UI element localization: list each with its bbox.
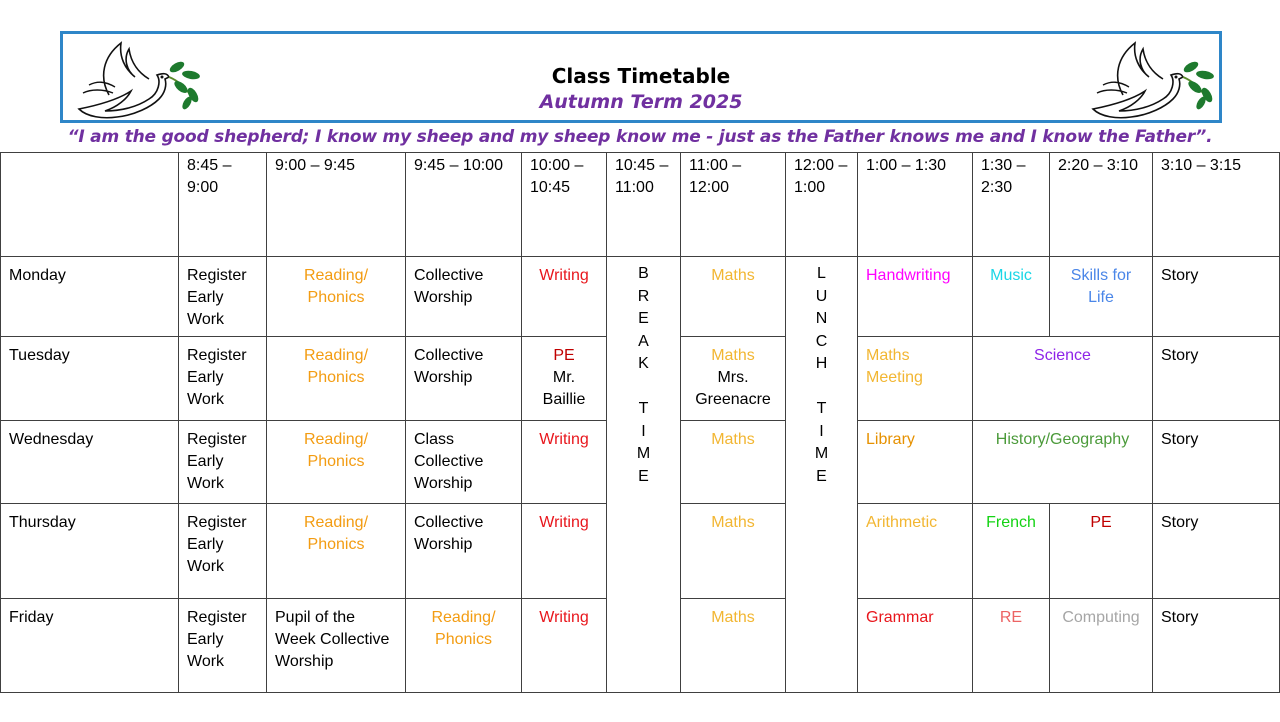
lesson-line: Reading/ (303, 347, 369, 364)
day-row-monday (1, 257, 1280, 337)
lesson-maths (681, 337, 786, 421)
lesson-french: French (973, 504, 1050, 599)
lesson-line: Work (187, 653, 225, 670)
day-label: Tuesday (1, 337, 179, 421)
vertical-letter: E (638, 310, 649, 327)
lesson-story: Story (1153, 599, 1280, 693)
lesson-register (179, 504, 267, 599)
lesson-line: Skills for (1070, 267, 1132, 284)
lesson-reading-phonics (267, 257, 406, 337)
time-slot: 12:00 – 1:00 (786, 153, 858, 257)
lesson-line: Register (187, 347, 247, 364)
lesson-writing: Writing (522, 257, 607, 337)
vertical-letter: K (638, 355, 649, 372)
lesson-maths-meeting (858, 337, 973, 421)
lesson-library: Library (858, 421, 973, 504)
lesson-line: Phonics (307, 289, 365, 306)
lesson-grammar: Grammar (858, 599, 973, 693)
lesson-story: Story (1153, 421, 1280, 504)
lesson-arithmetic: Arithmetic (858, 504, 973, 599)
lesson-maths: Maths (681, 504, 786, 599)
time-slot: 10:45 – 11:00 (607, 153, 681, 257)
lesson-handwriting: Handwriting (858, 257, 973, 337)
lesson-line: Reading/ (303, 514, 369, 531)
lesson-line: Maths (866, 347, 910, 364)
lesson-line: Phonics (307, 453, 365, 470)
lesson-line: Worship (414, 475, 473, 492)
lesson-register (179, 599, 267, 693)
day-label: Monday (1, 257, 179, 337)
lesson-line: Collective (414, 267, 484, 284)
lesson-worship (406, 257, 522, 337)
lesson-line: Life (1088, 289, 1114, 306)
vertical-letter: I (641, 422, 646, 440)
lesson-history-geography: History/Geography (973, 421, 1153, 504)
time-slot: 9:00 – 9:45 (267, 153, 406, 257)
time-slot: 8:45 – 9:00 (179, 153, 267, 257)
lesson-worship (406, 337, 522, 421)
timetable (0, 152, 1280, 693)
vertical-letter: T (638, 400, 649, 417)
vertical-letter: R (637, 287, 650, 305)
lesson-line: Early (187, 289, 224, 306)
teacher-name: Baillie (542, 391, 586, 408)
vertical-letter: B (638, 265, 649, 282)
time-slot: 9:45 – 10:00 (406, 153, 522, 257)
lesson-writing: Writing (522, 421, 607, 504)
lesson-line: Collective (414, 453, 484, 470)
lesson-line: Class (414, 431, 455, 448)
lesson-reading-phonics (406, 599, 522, 693)
vertical-letter: M (636, 445, 651, 462)
lesson-science: Science (973, 337, 1153, 421)
lesson-line: Phonics (435, 631, 492, 648)
lesson-story: Story (1153, 257, 1280, 337)
lesson-line: Pupil of the (275, 609, 356, 626)
lesson-line: Early (187, 536, 224, 553)
time-slot: 11:00 – 12:00 (681, 153, 786, 257)
lesson-line: Maths (711, 347, 755, 364)
corner-cell (1, 153, 179, 257)
lesson-writing: Writing (522, 599, 607, 693)
lesson-line: Worship (414, 536, 473, 553)
lesson-line: Phonics (307, 369, 365, 386)
page-subtitle: Autumn Term 2025 (539, 91, 743, 113)
lunch-time-column (786, 257, 858, 693)
day-label: Friday (1, 599, 179, 693)
lesson-maths: Maths (681, 599, 786, 693)
lesson-skills-for-life (1050, 257, 1153, 337)
vertical-letter: A (638, 332, 649, 350)
break-time-column (607, 257, 681, 693)
vertical-letter: N (815, 310, 828, 327)
lesson-story: Story (1153, 337, 1280, 421)
lesson-reading-phonics (267, 337, 406, 421)
vertical-letter: E (816, 467, 827, 485)
vertical-letter (615, 376, 672, 399)
lesson-writing: Writing (522, 504, 607, 599)
lesson-line: Meeting (866, 369, 923, 386)
lesson-line: Work (187, 558, 225, 575)
lesson-line: Register (187, 514, 247, 531)
lesson-line: Work (187, 391, 225, 408)
teacher-name: Mrs. (717, 369, 749, 386)
lesson-pe (522, 337, 607, 421)
vertical-letter (794, 376, 849, 399)
teacher-name: Mr. (552, 369, 576, 386)
lesson-line: Phonics (307, 536, 365, 553)
time-slot: 3:10 – 3:15 (1153, 153, 1280, 257)
lesson-line: PE (553, 347, 575, 364)
lesson-worship (406, 504, 522, 599)
lesson-line: Register (187, 431, 247, 448)
lesson-line: Work (187, 311, 225, 328)
lesson-register (179, 421, 267, 504)
lesson-line: Collective (414, 514, 484, 531)
time-slot: 1:00 – 1:30 (858, 153, 973, 257)
time-header-row (1, 153, 1280, 257)
day-label: Wednesday (1, 421, 179, 504)
lesson-register (179, 337, 267, 421)
lesson-line: Worship (414, 289, 473, 306)
scripture-quote: “I am the good shepherd; I know my sheep and my sheep know me - just as the Father knows me and I know the Father”. (67, 127, 1213, 147)
lesson-re: RE (973, 599, 1050, 693)
vertical-letter: I (819, 422, 824, 440)
vertical-letter: U (815, 287, 828, 305)
lesson-worship (406, 421, 522, 504)
vertical-letter: T (816, 400, 827, 417)
vertical-letter: E (638, 467, 649, 485)
lesson-line: Work (187, 475, 225, 492)
lesson-line: Worship (414, 369, 473, 386)
lesson-reading-phonics (267, 421, 406, 504)
lesson-line: Early (187, 631, 224, 648)
lesson-line: Reading/ (431, 609, 496, 626)
lesson-maths: Maths (681, 421, 786, 504)
lesson-maths: Maths (681, 257, 786, 337)
vertical-letter: C (815, 332, 828, 350)
teacher-name: Greenacre (695, 391, 771, 408)
lesson-line: Register (187, 267, 247, 284)
lesson-reading-phonics (267, 504, 406, 599)
time-slot: 10:00 – 10:45 (522, 153, 607, 257)
time-slot: 2:20 – 3:10 (1050, 153, 1153, 257)
day-label: Thursday (1, 504, 179, 599)
time-slot: 1:30 – 2:30 (973, 153, 1050, 257)
lesson-line: Week Collective (275, 631, 390, 648)
lesson-line: Register (187, 609, 247, 626)
vertical-letter: H (815, 355, 828, 372)
lesson-pe: PE (1050, 504, 1153, 599)
lesson-pupil-of-the-week (267, 599, 406, 693)
lesson-computing: Computing (1050, 599, 1153, 693)
lesson-line: Collective (414, 347, 484, 364)
header-banner (60, 31, 1222, 123)
page-title: Class Timetable (551, 64, 731, 88)
lesson-line: Early (187, 369, 224, 386)
lesson-line: Reading/ (303, 267, 369, 284)
lesson-music: Music (973, 257, 1050, 337)
dove-olive-branch-icon (1083, 37, 1215, 123)
vertical-letter: M (814, 445, 829, 462)
lesson-line: Early (187, 453, 224, 470)
lesson-register (179, 257, 267, 337)
lesson-line: Reading/ (303, 431, 369, 448)
vertical-letter: L (817, 265, 826, 282)
lesson-line: Worship (275, 653, 334, 670)
lesson-story: Story (1153, 504, 1280, 599)
